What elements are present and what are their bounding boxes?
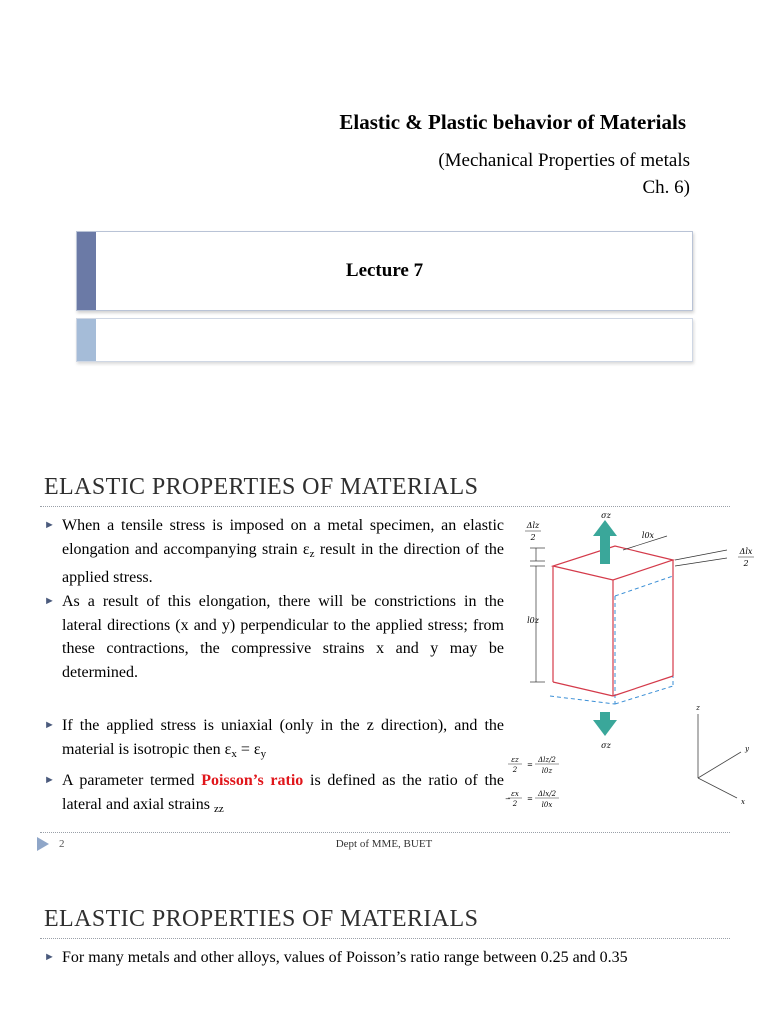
footer-department: Dept of MME, BUET — [335, 838, 433, 850]
lecture-box — [76, 231, 693, 311]
eq1-rhs-num: Δlz/2 — [538, 756, 556, 764]
slide3-heading-rule — [40, 938, 730, 939]
empty-box-accent — [77, 319, 96, 361]
bullet-1-text-a: When a tensile stress is imposed on a metal specimen, an elastic elongation and accompanying strain ε — [62, 517, 504, 558]
poissons-ratio-highlight: Poisson’s ratio — [201, 772, 304, 789]
sigma-top-label: σz — [601, 511, 611, 520]
slide1-subtitle — [0, 147, 690, 201]
axis-y-label: y — [745, 745, 749, 753]
bullet-3-text-b: = ε — [236, 740, 261, 758]
block-edges — [553, 546, 673, 696]
bullet-marker-icon: ► — [44, 595, 55, 607]
bullet-4-text-b: is defined as the ratio of the lateral and axial strains — [62, 772, 505, 813]
dlx-den-label: 2 — [743, 559, 749, 568]
l0z-label: l0z — [527, 616, 539, 625]
dimension-lines — [530, 536, 727, 682]
strain-equation-x — [505, 790, 559, 809]
strain-equation-z — [508, 756, 559, 775]
eq1-equals: = — [527, 761, 533, 769]
eq2-lhs-den: 2 — [512, 800, 518, 808]
empty-box — [76, 318, 693, 362]
eq1-rhs-den: l0z — [541, 767, 553, 775]
bullet-marker-icon: ► — [44, 951, 55, 963]
dlz-num-label: Δlz — [526, 521, 540, 530]
bullet-3-sub-b: y — [260, 747, 267, 760]
dlz-den-label: 2 — [530, 533, 536, 542]
footer-page-number: 2 — [59, 838, 65, 850]
eq2-rhs-den: l0x — [541, 801, 553, 809]
slide1-title: Elastic & Plastic behavior of Materials — [339, 110, 686, 134]
bullet-1-text-b: result in the direction of the applied stress. — [62, 540, 505, 586]
hidden-edges — [550, 576, 673, 704]
eq1-lhs-den: 2 — [512, 766, 518, 774]
dlx-num-label: Δlx — [739, 547, 753, 556]
bullet-2 — [44, 590, 504, 684]
lecture-label: Lecture 7 — [345, 260, 424, 281]
stress-arrow-down-icon — [593, 712, 617, 736]
bullet-4-sub: zz — [213, 802, 224, 815]
bullet-4-text-a: A parameter termed — [62, 772, 202, 789]
eq1-lhs-num: εz — [511, 756, 519, 764]
eq2-minus: − — [505, 795, 511, 803]
slide2-heading-rule — [40, 506, 730, 507]
axes-icon — [698, 714, 741, 798]
sigma-bottom-label: σz — [601, 741, 611, 750]
bullet-marker-icon: ► — [44, 519, 55, 531]
bullet-3 — [44, 714, 504, 766]
bullet-2-text: As a result of this elongation, there will be constrictions in the lateral directions (x and y) perpendicular to the applied stress; from these contractions, the compressive strains x and y may be determined. — [62, 593, 504, 681]
axis-x-label: x — [741, 798, 745, 806]
l0x-label: l0x — [641, 531, 655, 540]
bullet-3-sub-a: x — [231, 747, 237, 760]
elongation-figure — [505, 508, 765, 820]
bullet-1-sub: z — [309, 547, 315, 560]
slide1-subtitle-line2: Ch. 6) — [642, 177, 690, 198]
eq2-equals: = — [527, 795, 533, 803]
bullet-1 — [44, 514, 504, 590]
slide1-subtitle-line1: (Mechanical Properties of metals — [438, 150, 690, 171]
slide2-footer-rule — [40, 832, 730, 833]
axis-z-label: z — [696, 704, 700, 712]
slide3-heading: ELASTIC PROPERTIES OF MATERIALS — [44, 906, 479, 932]
eq2-lhs-num: εx — [511, 790, 519, 798]
bullet-marker-icon: ► — [44, 774, 55, 786]
bullet-marker-icon: ► — [44, 719, 55, 731]
stress-arrow-up-icon — [593, 520, 617, 564]
bullet-4 — [44, 769, 504, 821]
eq2-rhs-num: Δlx/2 — [537, 790, 557, 798]
bullet-3-text-a: If the applied stress is uniaxial (only in the z direction), and the material is isotropic then ε — [62, 717, 504, 758]
slide3-bullet — [44, 946, 744, 970]
slide2-heading: ELASTIC PROPERTIES OF MATERIALS — [44, 474, 479, 500]
slide3-bullet-text: For many metals and other alloys, values of Poisson’s ratio range between 0.25 and 0.35 — [62, 949, 628, 966]
